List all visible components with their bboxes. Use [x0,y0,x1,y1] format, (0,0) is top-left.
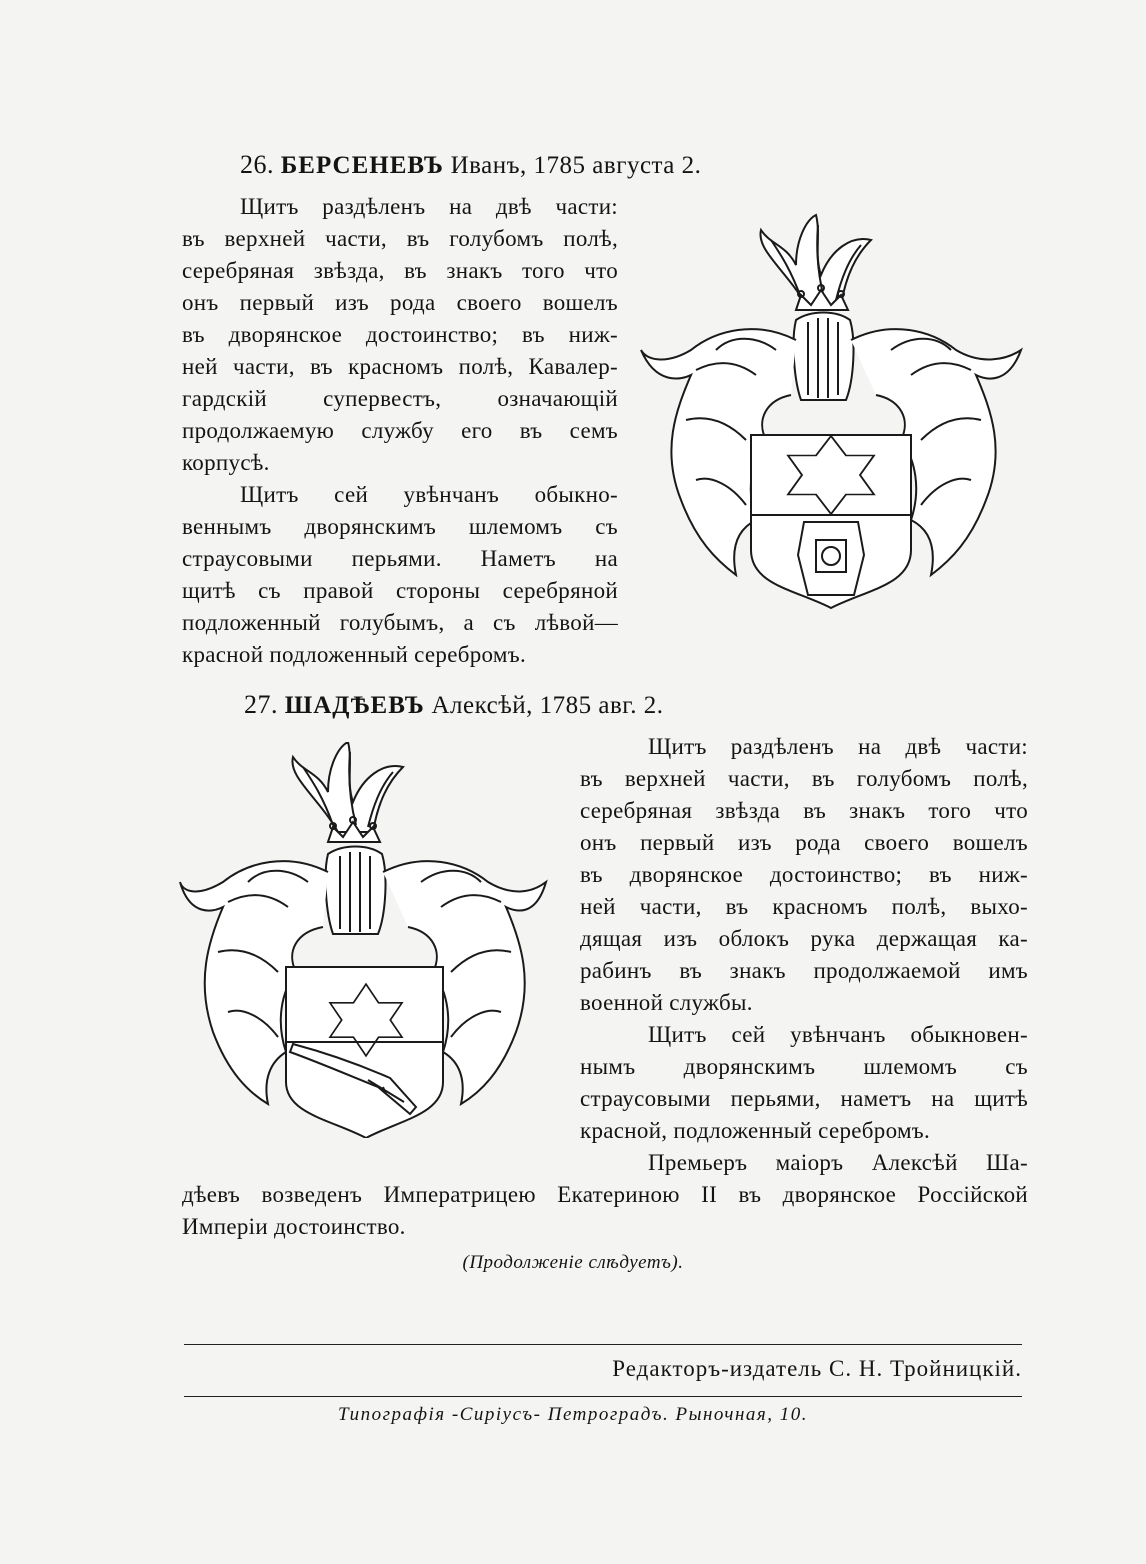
entry-27-surname: ШАДѢЕВЪ [284,692,425,719]
entry-26-line: въ верхней части, въ голубомъ полѣ, [182,226,618,251]
entry-26-number: 26. [240,150,274,179]
entry-26-line: корпусѣ. [182,450,270,475]
entry-26-line: страусовыми перьями. Наметъ на [182,546,618,571]
entry-26-heading [240,150,701,180]
editor-publisher-line: Редакторъ-издатель С. Н. Тройницкій. [612,1356,1022,1381]
entry-27-line: Имперіи достоинство. [182,1214,406,1239]
coat-of-arms-27-drawing [178,742,550,1138]
coat-of-arms-bersenev [636,210,1028,610]
entry-26-line: ней части, въ красномъ полѣ, Кавалер- [182,354,618,379]
to-be-continued-note: (Продолженіе слѣдуетъ). [462,1252,684,1273]
coat-of-arms-26-drawing [636,210,1028,610]
entry-26-line: подложенный голубымъ, а съ лѣвой— [182,610,618,635]
entry-27-line: нымъ дворянскимъ шлемомъ съ [580,1054,1028,1079]
entry-27-line: Щитъ сей увѣнчанъ обыкновен- [648,1022,1028,1047]
coat-of-arms-shadeev [178,742,550,1138]
entry-27-line: рабинъ въ знакъ продолжаемой имъ [580,958,1028,983]
printing-house-line: Типографія -Сиріусъ- Петроградъ. Рыночная, 10. [338,1404,808,1425]
entry-26-line: веннымъ дворянскимъ шлемомъ съ [182,514,618,539]
entry-27-line: въ верхней части, въ голубомъ полѣ, [580,766,1028,791]
entry-27-line: ней части, въ красномъ полѣ, выхо- [580,894,1028,919]
entry-26-line: въ дворянское достоинство; въ ниж- [182,322,618,347]
entry-27-line: въ дворянское достоинство; въ ниж- [580,862,1028,887]
entry-27-line: дѣевъ возведенъ Императрицею Екатериною II въ дворянское Россійской [182,1182,1028,1207]
entry-26-name-date: Иванъ, 1785 августа 2. [450,152,702,179]
entry-27-line: онъ первый изъ рода своего вошелъ [580,830,1028,855]
entry-26-line: онъ первый изъ рода своего вошелъ [182,290,618,315]
entry-27-line: серебряная звѣзда въ знакъ того что [580,798,1028,823]
footer-divider-top [184,1344,1022,1345]
entry-27-line: страусовыми перьями, наметъ на щитѣ [580,1086,1028,1111]
entry-27-line: Щитъ раздѣленъ на двѣ части: [648,734,1028,759]
entry-27-heading [244,690,664,720]
entry-26-surname: БЕРСЕНЕВЪ [280,152,444,179]
entry-27-name-date: Алексѣй, 1785 авг. 2. [431,692,664,719]
entry-26-line: серебряная звѣзда, въ знакъ того что [182,258,618,283]
entry-27-line: военной службы. [580,990,753,1015]
entry-26-line: гардскій супервестъ, означающій [182,386,618,411]
entry-26-line: Щитъ сей увѣнчанъ обыкно- [240,482,618,507]
entry-27-line: Премьеръ маіоръ Алексѣй Ша- [648,1150,1028,1175]
entry-26-line: щитѣ съ правой стороны серебряной [182,578,618,603]
entry-27-line: дящая изъ облокъ рука держащая ка- [580,926,1028,951]
entry-26-line: Щитъ раздѣленъ на двѣ части: [240,194,618,219]
entry-26-line: продолжаемую службу его въ семъ [182,418,618,443]
entry-27-number: 27. [244,690,278,719]
entry-26-line: красной подложенный серебромъ. [182,642,527,667]
entry-27-line: красной, подложенный серебромъ. [580,1118,931,1143]
footer-divider-bottom [184,1396,1022,1397]
